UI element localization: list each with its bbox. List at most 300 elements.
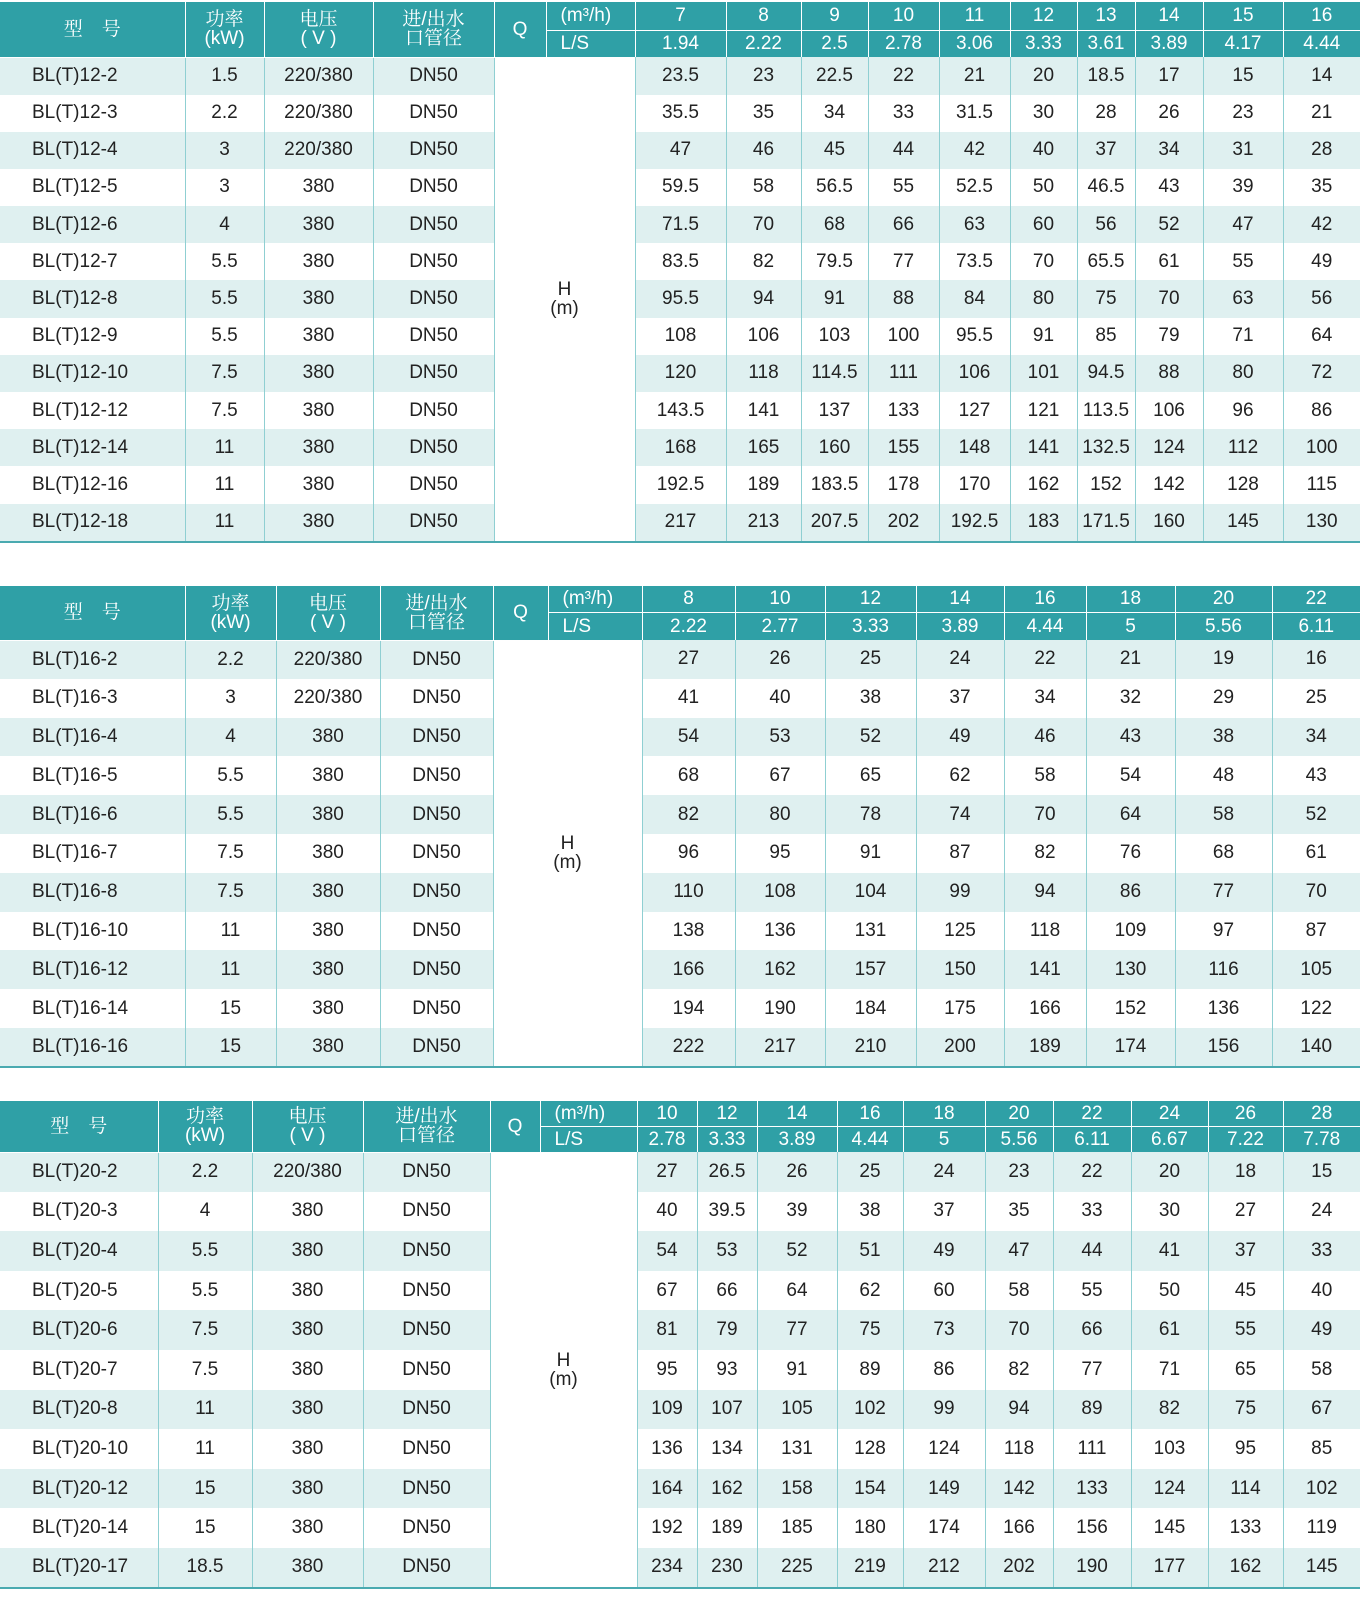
pipe-cell: DN50 xyxy=(363,1192,490,1232)
head-value-cell: 121 xyxy=(1010,392,1077,429)
pipe-cell: DN50 xyxy=(363,1390,490,1430)
head-value-cell: 66 xyxy=(868,206,939,243)
header-voltage: 电压 ( V ) xyxy=(264,2,373,57)
model-cell: BL(T)12-5 xyxy=(0,169,185,206)
head-value-cell: 102 xyxy=(837,1390,903,1430)
power-cell: 18.5 xyxy=(158,1548,252,1588)
head-value-cell: 83.5 xyxy=(635,243,726,280)
head-value-cell: 58 xyxy=(1311,1358,1333,1380)
flow-ls: 2.22 xyxy=(642,612,735,640)
head-value-cell: 91 xyxy=(757,1350,837,1390)
head-value-cell: 28 xyxy=(1077,95,1135,132)
head-value-cell: 148 xyxy=(939,429,1010,466)
head-value-cell: 49 xyxy=(1311,250,1333,272)
head-value-cell: 80 xyxy=(1203,355,1283,392)
power-cell: 7.5 xyxy=(185,834,276,873)
head-value-cell: 31 xyxy=(1203,132,1283,169)
head-value-cell: 68 xyxy=(801,206,868,243)
head-value-cell: 88 xyxy=(1135,355,1203,392)
voltage-cell: 380 xyxy=(252,1192,363,1232)
power-cell: 3 xyxy=(185,132,264,169)
head-value-cell: 189 xyxy=(1004,1028,1086,1067)
head-value-cell: 190 xyxy=(735,989,825,1028)
flow-m3h: 20 xyxy=(1175,586,1272,612)
flow-m3h: 28 xyxy=(1283,1101,1360,1126)
head-value-cell: 16 xyxy=(1272,640,1360,679)
head-value-cell: 165 xyxy=(726,429,801,466)
head-value-cell: 79 xyxy=(697,1310,757,1350)
header-voltage: 电压 ( V ) xyxy=(276,586,380,640)
head-value-cell: 114 xyxy=(1208,1469,1283,1509)
flow-ls: 2.78 xyxy=(637,1126,697,1152)
head-value-cell: 70 xyxy=(1272,873,1360,912)
header-unit-ls: L/S xyxy=(540,1126,637,1152)
head-value-cell: 42 xyxy=(1283,206,1360,243)
head-value-cell: 26 xyxy=(735,640,825,679)
head-value-cell: 137 xyxy=(801,392,868,429)
flow-m3h: 10 xyxy=(868,2,939,30)
head-value-cell: 130 xyxy=(1283,504,1360,542)
head-value-cell: 97 xyxy=(1175,912,1272,951)
head-value-cell: 56.5 xyxy=(801,169,868,206)
pipe-cell: DN50 xyxy=(380,834,493,873)
voltage-cell: 380 xyxy=(276,912,380,951)
flow-ls: 7.78 xyxy=(1283,1126,1360,1152)
head-value-cell: 162 xyxy=(1208,1548,1283,1588)
table-row xyxy=(0,640,1360,679)
model-cell: BL(T)16-8 xyxy=(0,873,185,912)
voltage-cell: 380 xyxy=(252,1390,363,1430)
spec-table-bl16 xyxy=(0,586,1360,1068)
head-value-cell: 38 xyxy=(837,1192,903,1232)
head-value-cell: 82 xyxy=(1131,1390,1208,1430)
model-cell: BL(T)16-10 xyxy=(0,912,185,951)
flow-m3h: 10 xyxy=(637,1101,697,1126)
power-cell: 2.2 xyxy=(185,640,276,679)
head-value-cell: 93 xyxy=(697,1350,757,1390)
head-value-cell: 128 xyxy=(837,1429,903,1469)
model-cell: BL(T)12-2 xyxy=(0,57,185,95)
head-value-cell: 192.5 xyxy=(635,466,726,503)
head-value-cell: 174 xyxy=(1086,1028,1175,1067)
head-value-cell: 43 xyxy=(1305,764,1327,786)
model-cell: BL(T)16-2 xyxy=(0,640,185,679)
head-value-cell: 91 xyxy=(1010,318,1077,355)
power-cell: 5.5 xyxy=(185,318,264,355)
table-row xyxy=(0,989,1360,1028)
head-value-cell: 34 xyxy=(1004,679,1086,718)
head-value-cell: 63 xyxy=(939,206,1010,243)
head-value-cell: 39 xyxy=(1203,169,1283,206)
power-cell: 11 xyxy=(158,1390,252,1430)
header-pipe-diameter: 进/出水 口管径 xyxy=(380,586,493,640)
head-value-cell: 70 xyxy=(985,1310,1053,1350)
pipe-cell: DN50 xyxy=(373,466,494,503)
head-value-cell: 39.5 xyxy=(697,1192,757,1232)
flow-ls: 1.94 xyxy=(635,30,726,57)
head-value-cell: 170 xyxy=(939,466,1010,503)
model-cell: BL(T)16-16 xyxy=(0,1028,185,1067)
head-value-cell: 47 xyxy=(985,1231,1053,1271)
table-row xyxy=(0,834,1360,873)
voltage-cell: 380 xyxy=(264,355,373,392)
pipe-cell: DN50 xyxy=(380,912,493,951)
head-value-cell: 37 xyxy=(1077,132,1135,169)
head-value-cell: 61 xyxy=(1135,243,1203,280)
voltage-cell: 380 xyxy=(276,795,380,834)
head-value-cell: 34 xyxy=(1135,132,1203,169)
head-value-cell: 96 xyxy=(642,834,735,873)
table-header xyxy=(0,2,1360,57)
model-cell: BL(T)20-8 xyxy=(0,1390,158,1430)
head-value-cell: 82 xyxy=(985,1350,1053,1390)
power-cell: 5.5 xyxy=(185,795,276,834)
head-value-cell: 217 xyxy=(635,504,726,542)
model-cell: BL(T)12-8 xyxy=(0,280,185,317)
table-row xyxy=(0,132,1360,169)
head-value-cell: 51 xyxy=(837,1231,903,1271)
head-value-cell: 35 xyxy=(1311,176,1333,198)
head-value-cell: 100 xyxy=(1283,429,1360,466)
head-value-cell: 30 xyxy=(1131,1192,1208,1232)
pipe-cell: DN50 xyxy=(363,1429,490,1469)
head-value-cell: 65 xyxy=(825,756,916,795)
head-value-cell: 96 xyxy=(1203,392,1283,429)
head-value-cell: 99 xyxy=(916,873,1004,912)
voltage-cell: 380 xyxy=(276,1028,380,1067)
head-value-cell: 33 xyxy=(1053,1192,1131,1232)
power-cell: 7.5 xyxy=(185,355,264,392)
flow-ls: 6.11 xyxy=(1272,612,1360,640)
head-value-cell: 175 xyxy=(916,989,1004,1028)
head-value-cell: 143.5 xyxy=(635,392,726,429)
head-value-cell: 45 xyxy=(801,132,868,169)
voltage-cell: 380 xyxy=(276,756,380,795)
head-value-cell: 70 xyxy=(1010,243,1077,280)
flow-ls: 3.89 xyxy=(757,1126,837,1152)
head-value-cell: 41 xyxy=(642,679,735,718)
table-row xyxy=(0,57,1360,95)
head-value-cell: 35.5 xyxy=(635,95,726,132)
head-value-cell: 80 xyxy=(735,795,825,834)
voltage-cell: 380 xyxy=(264,280,373,317)
voltage-cell: 220/380 xyxy=(276,679,380,718)
power-cell: 11 xyxy=(158,1429,252,1469)
model-cell: BL(T)12-16 xyxy=(0,466,185,503)
head-value-cell: 41 xyxy=(1131,1231,1208,1271)
head-value-cell: 171.5 xyxy=(1077,504,1135,542)
flow-m3h: 22 xyxy=(1272,586,1360,612)
head-value-cell: 27 xyxy=(642,640,735,679)
head-value-cell: 111 xyxy=(1053,1429,1131,1469)
head-value-cell: 21 xyxy=(1086,640,1175,679)
table-header xyxy=(0,1101,1360,1152)
head-value-cell: 56 xyxy=(1283,280,1360,317)
head-value-cell: 58 xyxy=(726,169,801,206)
head-value-cell: 122 xyxy=(1300,997,1333,1019)
pipe-cell: DN50 xyxy=(380,1028,493,1067)
power-cell: 7.5 xyxy=(185,392,264,429)
flow-ls: 3.61 xyxy=(1077,30,1135,57)
head-value-cell: 95.5 xyxy=(635,280,726,317)
table-row xyxy=(0,392,1360,429)
power-cell: 11 xyxy=(185,466,264,503)
head-value-cell: 141 xyxy=(1004,950,1086,989)
head-value-cell: 136 xyxy=(735,912,825,951)
power-cell: 15 xyxy=(185,1028,276,1067)
head-value-cell: 50 xyxy=(1010,169,1077,206)
head-value-cell: 103 xyxy=(1131,1429,1208,1469)
head-value-cell: 140 xyxy=(1272,1028,1360,1067)
header-unit-ls: L/S xyxy=(548,612,642,640)
header-pipe-diameter: 进/出水 口管径 xyxy=(363,1101,490,1152)
head-value-cell: 40 xyxy=(637,1192,697,1232)
table-row xyxy=(0,1548,1360,1588)
model-cell: BL(T)12-4 xyxy=(0,132,185,169)
voltage-cell: 380 xyxy=(264,318,373,355)
head-value-cell: 145 xyxy=(1283,1548,1360,1588)
head-value-cell: 75 xyxy=(1208,1390,1283,1430)
head-value-cell: 142 xyxy=(1135,466,1203,503)
model-cell: BL(T)12-3 xyxy=(0,95,185,132)
table-row xyxy=(0,1429,1360,1469)
head-value-cell: 26 xyxy=(1135,95,1203,132)
pipe-cell: DN50 xyxy=(380,640,493,679)
head-value-cell: 70 xyxy=(1004,795,1086,834)
pipe-cell: DN50 xyxy=(380,756,493,795)
flow-ls: 3.89 xyxy=(1135,30,1203,57)
pipe-cell: DN50 xyxy=(373,169,494,206)
head-value-cell: 25 xyxy=(825,640,916,679)
power-cell: 2.2 xyxy=(185,95,264,132)
head-unit-label: H (m) xyxy=(493,640,642,1067)
head-value-cell: 58 xyxy=(985,1271,1053,1311)
pipe-cell: DN50 xyxy=(380,679,493,718)
model-cell: BL(T)20-6 xyxy=(0,1310,158,1350)
head-value-cell: 118 xyxy=(1004,912,1086,951)
voltage-cell: 220/380 xyxy=(264,132,373,169)
head-value-cell: 87 xyxy=(916,834,1004,873)
flow-m3h: 8 xyxy=(642,586,735,612)
head-value-cell: 35 xyxy=(726,95,801,132)
table-row xyxy=(0,679,1360,718)
voltage-cell: 220/380 xyxy=(276,640,380,679)
head-value-cell: 109 xyxy=(1086,912,1175,951)
head-value-cell: 76 xyxy=(1086,834,1175,873)
model-cell: BL(T)20-5 xyxy=(0,1271,158,1311)
head-value-cell: 23 xyxy=(985,1152,1053,1192)
voltage-cell: 380 xyxy=(276,834,380,873)
head-value-cell: 100 xyxy=(868,318,939,355)
head-value-cell: 48 xyxy=(1175,756,1272,795)
flow-ls: 3.06 xyxy=(939,30,1010,57)
head-value-cell: 15 xyxy=(1203,57,1283,95)
power-cell: 11 xyxy=(185,950,276,989)
head-value-cell: 54 xyxy=(1086,756,1175,795)
flow-ls: 3.89 xyxy=(916,612,1004,640)
pipe-cell: DN50 xyxy=(373,243,494,280)
head-value-cell: 124 xyxy=(1135,429,1203,466)
head-value-cell: 124 xyxy=(903,1429,985,1469)
head-value-cell: 37 xyxy=(903,1192,985,1232)
head-value-cell: 152 xyxy=(1086,989,1175,1028)
table-row xyxy=(0,912,1360,951)
head-value-cell: 46.5 xyxy=(1077,169,1135,206)
head-value-cell: 105 xyxy=(757,1390,837,1430)
head-value-cell: 230 xyxy=(697,1548,757,1588)
head-value-cell: 85 xyxy=(1077,318,1135,355)
flow-m3h: 10 xyxy=(735,586,825,612)
head-value-cell: 94.5 xyxy=(1077,355,1135,392)
power-cell: 15 xyxy=(185,989,276,1028)
head-value-cell: 164 xyxy=(637,1469,697,1509)
head-value-cell: 80 xyxy=(1010,280,1077,317)
head-value-cell: 73.5 xyxy=(939,243,1010,280)
head-value-cell: 109 xyxy=(637,1390,697,1430)
head-value-cell: 194 xyxy=(642,989,735,1028)
head-value-cell: 99 xyxy=(903,1390,985,1430)
head-value-cell: 142 xyxy=(985,1469,1053,1509)
head-value-cell: 82 xyxy=(1004,834,1086,873)
header-unit-m3h: (m³/h) xyxy=(540,1101,637,1126)
header-unit-m3h: (m³/h) xyxy=(546,2,635,30)
head-value-cell: 44 xyxy=(868,132,939,169)
head-value-cell: 62 xyxy=(916,756,1004,795)
header-unit-m3h: (m³/h) xyxy=(548,586,642,612)
flow-ls: 4.17 xyxy=(1203,30,1283,57)
voltage-cell: 380 xyxy=(264,243,373,280)
head-value-cell: 34 xyxy=(1272,718,1360,757)
model-cell: BL(T)16-3 xyxy=(0,679,185,718)
head-value-cell: 58 xyxy=(1004,756,1086,795)
head-value-cell: 145 xyxy=(1203,504,1283,542)
head-value-cell: 101 xyxy=(1010,355,1077,392)
head-value-cell: 133 xyxy=(1208,1508,1283,1548)
head-value-cell: 200 xyxy=(916,1028,1004,1067)
table-row xyxy=(0,718,1360,757)
head-value-cell: 115 xyxy=(1306,473,1337,495)
head-value-cell: 162 xyxy=(735,950,825,989)
head-value-cell: 46 xyxy=(1004,718,1086,757)
head-value-cell: 202 xyxy=(985,1548,1053,1588)
head-value-cell: 82 xyxy=(642,795,735,834)
head-value-cell: 14 xyxy=(1283,57,1360,95)
head-value-cell: 38 xyxy=(1175,718,1272,757)
head-value-cell: 138 xyxy=(642,912,735,951)
head-value-cell: 20 xyxy=(1131,1152,1208,1192)
table-row xyxy=(0,206,1360,243)
voltage-cell: 380 xyxy=(264,206,373,243)
voltage-cell: 380 xyxy=(264,466,373,503)
model-cell: BL(T)12-6 xyxy=(0,206,185,243)
table-row xyxy=(0,756,1360,795)
head-value-cell: 145 xyxy=(1131,1508,1208,1548)
head-value-cell: 68 xyxy=(1175,834,1272,873)
pipe-cell: DN50 xyxy=(380,718,493,757)
head-value-cell: 102 xyxy=(1283,1469,1360,1509)
voltage-cell: 380 xyxy=(264,504,373,542)
head-value-cell: 166 xyxy=(642,950,735,989)
pipe-cell: DN50 xyxy=(373,95,494,132)
flow-m3h: 12 xyxy=(1010,2,1077,30)
head-value-cell: 106 xyxy=(726,318,801,355)
flow-ls: 2.22 xyxy=(726,30,801,57)
voltage-cell: 380 xyxy=(252,1310,363,1350)
head-value-cell: 150 xyxy=(916,950,1004,989)
head-value-cell: 20 xyxy=(1010,57,1077,95)
head-value-cell: 189 xyxy=(697,1508,757,1548)
power-cell: 2.2 xyxy=(158,1152,252,1192)
power-cell: 4 xyxy=(158,1192,252,1232)
head-value-cell: 79.5 xyxy=(801,243,868,280)
head-value-cell: 210 xyxy=(825,1028,916,1067)
table-row xyxy=(0,1350,1360,1390)
flow-m3h: 14 xyxy=(916,586,1004,612)
pipe-cell: DN50 xyxy=(363,1469,490,1509)
head-value-cell: 49 xyxy=(1283,1310,1360,1350)
power-cell: 15 xyxy=(158,1469,252,1509)
flow-ls: 6.67 xyxy=(1131,1126,1208,1152)
head-value-cell: 23 xyxy=(1203,95,1283,132)
head-value-cell: 64 xyxy=(1311,325,1333,347)
header-power: 功率 (kW) xyxy=(158,1101,252,1152)
head-value-cell: 112 xyxy=(1203,429,1283,466)
head-value-cell: 124 xyxy=(1131,1469,1208,1509)
head-value-cell: 54 xyxy=(642,718,735,757)
head-value-cell: 27 xyxy=(637,1152,697,1192)
head-value-cell: 91 xyxy=(801,280,868,317)
table-row xyxy=(0,1310,1360,1350)
flow-m3h: 13 xyxy=(1077,2,1135,30)
flow-ls: 4.44 xyxy=(1004,612,1086,640)
head-value-cell: 94 xyxy=(1004,873,1086,912)
head-value-cell: 95 xyxy=(1208,1429,1283,1469)
pipe-cell: DN50 xyxy=(363,1152,490,1192)
pipe-cell: DN50 xyxy=(373,318,494,355)
voltage-cell: 220/380 xyxy=(252,1152,363,1192)
head-value-cell: 94 xyxy=(726,280,801,317)
head-value-cell: 35 xyxy=(985,1192,1053,1232)
head-value-cell: 61 xyxy=(1305,842,1327,864)
header-model: 型 号 xyxy=(0,1101,158,1152)
model-cell: BL(T)12-14 xyxy=(0,429,185,466)
pipe-cell: DN50 xyxy=(373,355,494,392)
table-row xyxy=(0,950,1360,989)
head-value-cell: 64 xyxy=(1086,795,1175,834)
flow-m3h: 16 xyxy=(1004,586,1086,612)
head-value-cell: 178 xyxy=(868,466,939,503)
head-value-cell: 53 xyxy=(697,1231,757,1271)
head-value-cell: 47 xyxy=(635,132,726,169)
pipe-cell: DN50 xyxy=(380,989,493,1028)
head-value-cell: 26 xyxy=(757,1152,837,1192)
power-cell: 5.5 xyxy=(158,1231,252,1271)
head-value-cell: 77 xyxy=(868,243,939,280)
head-value-cell: 67 xyxy=(1283,1390,1360,1430)
head-value-cell: 62 xyxy=(837,1271,903,1311)
flow-m3h: 8 xyxy=(726,2,801,30)
table-row xyxy=(0,1192,1360,1232)
model-cell: BL(T)16-5 xyxy=(0,756,185,795)
power-cell: 7.5 xyxy=(158,1350,252,1390)
head-value-cell: 53 xyxy=(735,718,825,757)
head-value-cell: 104 xyxy=(825,873,916,912)
header-pipe-diameter: 进/出水 口管径 xyxy=(373,2,494,57)
head-value-cell: 33 xyxy=(868,95,939,132)
head-value-cell: 207.5 xyxy=(801,504,868,542)
head-value-cell: 22.5 xyxy=(801,57,868,95)
head-value-cell: 105 xyxy=(1272,950,1360,989)
